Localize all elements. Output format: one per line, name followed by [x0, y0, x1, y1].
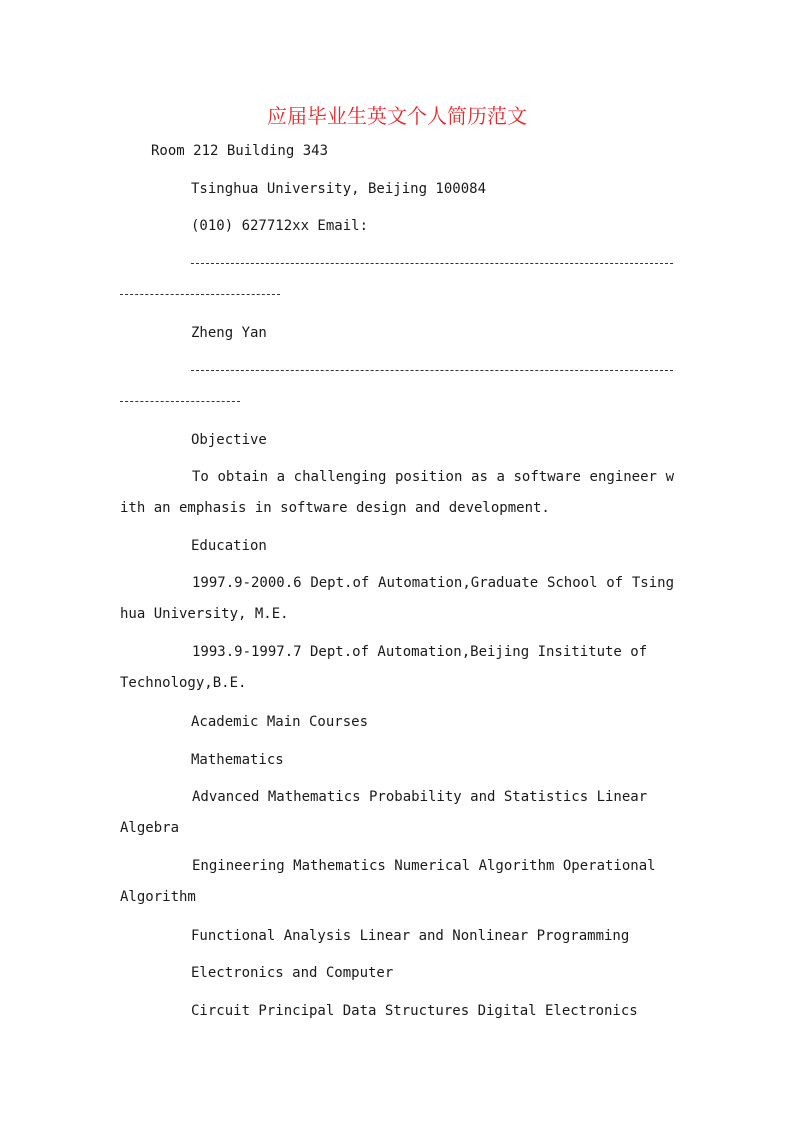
electronics-heading: Electronics and Computer — [191, 965, 394, 981]
document-title: 应届毕业生英文个人简历范文 — [267, 104, 527, 128]
objective-text: To obtain a challenging position as a software engineer with an emphasis in software design and development. — [120, 469, 674, 516]
address-line-2: Tsinghua University, Beijing 100084 — [191, 181, 487, 197]
course-list-item: Engineering Mathematics Numerical Algorithm Operational Algorithm — [120, 858, 656, 905]
objective-heading: Objective — [191, 432, 267, 448]
education-item: 1997.9-2000.6 Dept.of Automation,Graduate School of Tsinghua University, M.E. — [120, 575, 674, 622]
separator-line — [191, 263, 673, 264]
applicant-name: Zheng Yan — [191, 325, 267, 341]
course-list-item: Circuit Principal Data Structures Digital Electronics — [191, 1003, 638, 1019]
course-list-item: Functional Analysis Linear and Nonlinear Programming — [191, 928, 630, 944]
separator-line — [120, 401, 240, 402]
separator-line — [191, 370, 673, 371]
courses-heading: Academic Main Courses — [191, 714, 369, 730]
separator-line — [120, 294, 280, 295]
education-item: 1993.9-1997.7 Dept.of Automation,Beijing Insititute of Technology,B.E. — [120, 644, 648, 691]
education-heading: Education — [191, 538, 267, 554]
course-list-item: Advanced Mathematics Probability and Statistics Linear Algebra — [120, 789, 648, 836]
mathematics-heading: Mathematics — [191, 752, 284, 768]
address-line-1: Room 212 Building 343 — [151, 143, 329, 159]
phone-line: (010) 627712xx Email: — [191, 218, 369, 234]
